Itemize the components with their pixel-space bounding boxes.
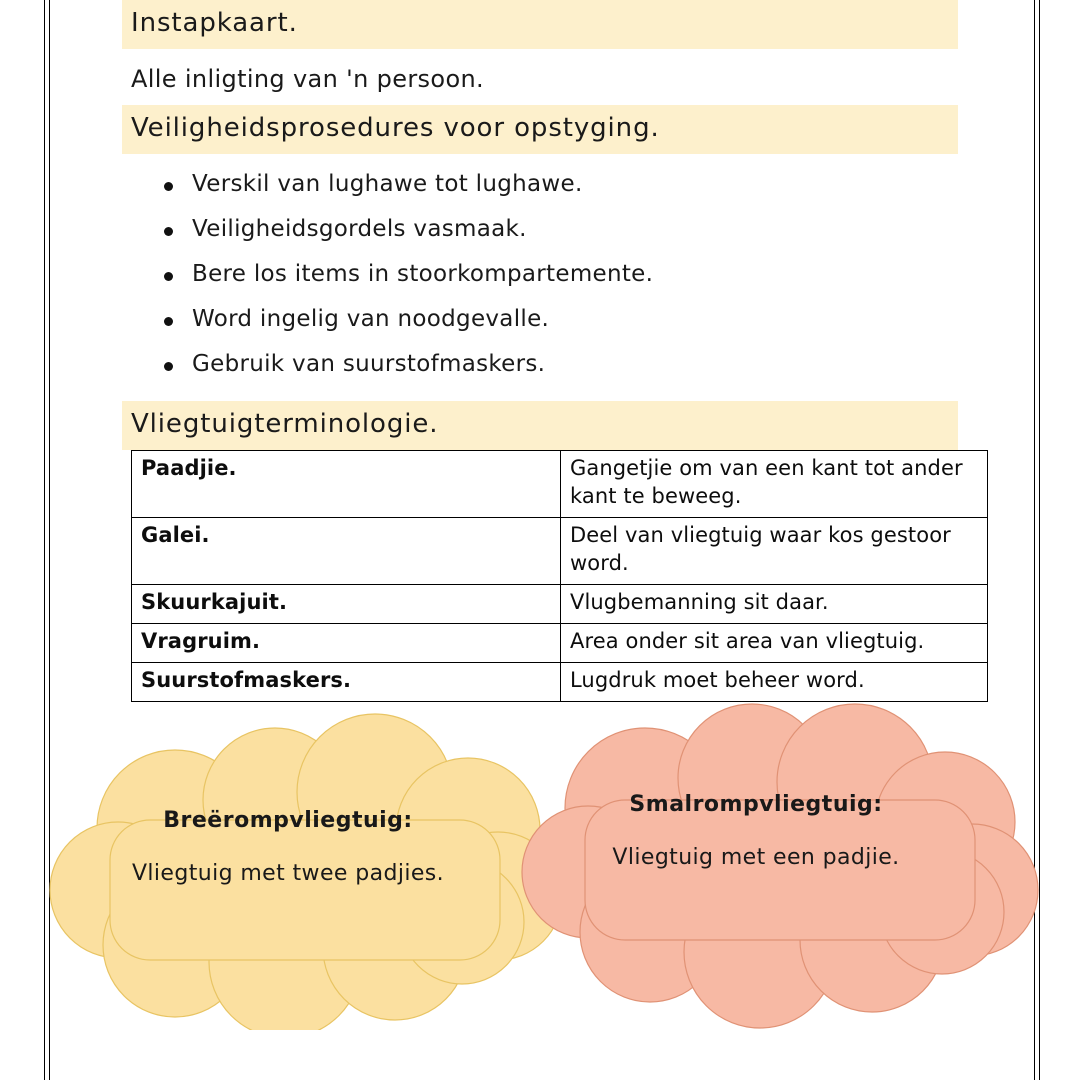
table-row: [132, 585, 988, 624]
table-row: [132, 662, 988, 701]
list-item: [164, 171, 960, 197]
bullet-dot-icon: [164, 317, 173, 326]
table-cell-definition: Vlugbemanning sit daar.: [561, 585, 988, 624]
heading-text: Veiligheidsprosedures voor opstyging.: [131, 113, 660, 144]
list-item: [164, 216, 960, 242]
bullet-dot-icon: [164, 362, 173, 371]
document-content: [122, 0, 963, 702]
list-item: [164, 351, 960, 377]
list-item-label: Gebruik van suurstofmaskers.: [192, 351, 546, 378]
table-row: [132, 518, 988, 585]
table-row: [132, 623, 988, 662]
table-cell-definition: Deel van vliegtuig waar kos gestoor word.: [561, 518, 988, 585]
table-cell-term: Galei.: [132, 518, 561, 585]
list-item-label: Word ingelig van noodgevalle.: [192, 306, 550, 333]
yellow-cloud-label: [118, 808, 458, 886]
list-item: [164, 306, 960, 332]
pink-cloud-title: Smalrompvliegtuig:: [629, 792, 883, 817]
yellow-cloud-title: Breërompvliegtuig:: [163, 808, 413, 833]
table-cell-term: Paadjie.: [132, 451, 561, 518]
table-cell-term: Suurstofmaskers.: [132, 662, 561, 701]
terminology-table-wrapper: [122, 450, 963, 701]
table-cell-definition: Lugdruk moet beheer word.: [561, 662, 988, 701]
section-heading-veiligheidsprosedures: [122, 105, 958, 154]
list-item-label: Veiligheidsgordels vasmaak.: [192, 216, 527, 243]
list-item: [164, 261, 960, 287]
heading-text: Instapkaart.: [131, 8, 298, 38]
bullet-dot-icon: [164, 272, 173, 281]
table-row: [132, 451, 988, 518]
table-cell-term: Vragruim.: [132, 623, 561, 662]
list-item-label: Verskil van lughawe tot lughawe.: [192, 171, 583, 198]
pink-cloud-body: Vliegtuig met een padjie.: [612, 845, 900, 870]
terminology-table: [131, 450, 988, 701]
safety-procedures-list: [122, 171, 960, 377]
bullet-dot-icon: [164, 182, 173, 191]
paragraph-instapkaart: Alle inligting van 'n persoon.: [131, 65, 485, 94]
table-cell-definition: Gangetjie om van een kant tot ander kant te beweeg.: [561, 451, 988, 518]
table-cell-definition: Area onder sit area van vliegtuig.: [561, 623, 988, 662]
table-cell-term: Skuurkajuit.: [132, 585, 561, 624]
yellow-cloud-body: Vliegtuig met twee padjies.: [131, 861, 445, 886]
heading-text: Vliegtuigterminologie.: [131, 409, 439, 440]
pink-cloud-label: [566, 792, 946, 870]
section-heading-vliegtuigterminologie: [122, 401, 958, 450]
list-item-label: Bere los items in stoorkompartemente.: [192, 261, 654, 288]
section-heading-instapkaart: [122, 0, 958, 49]
bullet-dot-icon: [164, 227, 173, 236]
cloud-callouts: [0, 700, 1080, 1030]
